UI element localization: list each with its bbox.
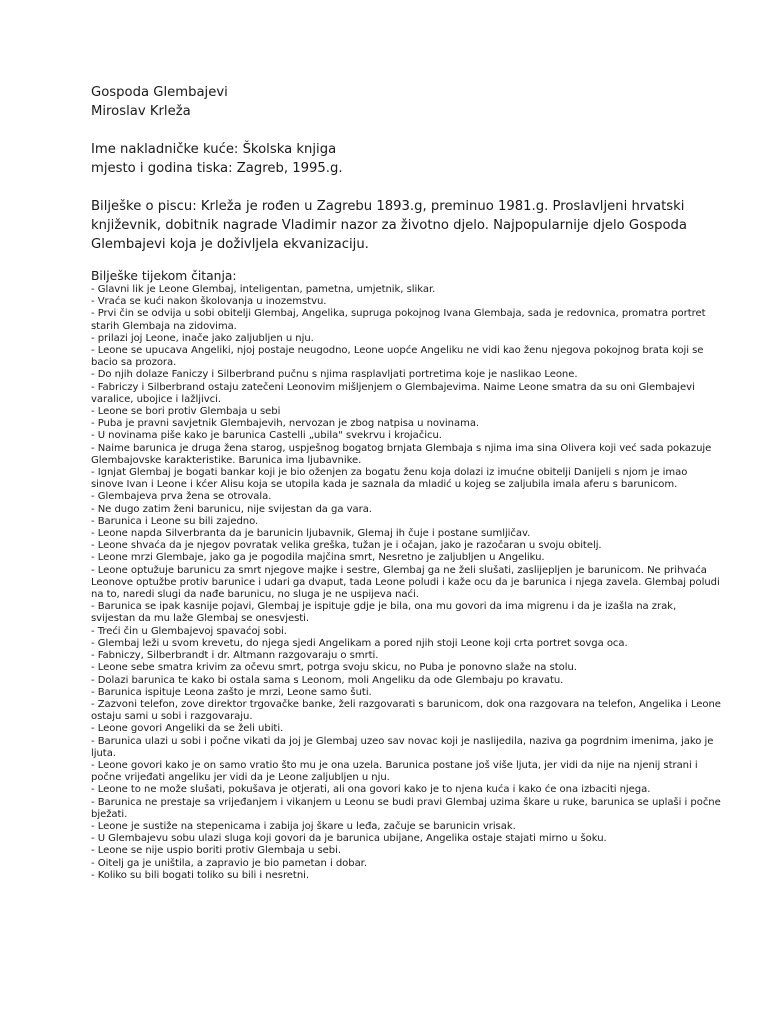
reading-note-item: - Dolazi barunica te kako bi ostala sama s Leonom, moli Angeliku da ode Glembaju po kravatu. [91, 674, 564, 686]
reading-note-item: - Treći čin u Glembajevoj spavaćoj sobi. [91, 625, 287, 637]
reading-note-item: - U novinama piše kako je barunica Castelli „ubila" svekrvu i krojačicu. [91, 430, 442, 442]
reading-note-item: - Zazvoni telefon, zove direktor trgovačke banke, želi razgovarati s barunicom, dok ona razgovara na telefon, Angelika i Leone ostaju sami u sobi i razgovaraju. [91, 698, 721, 723]
reading-note-item: - Naime barunica je druga žena starog, uspješnog bogatog brnjata Glembaja s njima ima sina Olivera koji već sada pokazuje Glembajovske karakteristike. Barunica ima ljubavnike. [91, 442, 712, 466]
reading-note-item: - Glavni lik je Leone Glembaj, inteligentan, pametna, umjetnik, slikar. [91, 284, 436, 295]
document-page [91, 83, 721, 882]
spacer [91, 254, 721, 269]
reading-note-item: - Barunica i Leone su bili zajedno. [91, 515, 259, 527]
reading-note-item: - Puba je pravni savjetnik Glembajevih, nervozan je zbog natpisa u novinama. [91, 418, 480, 430]
book-title: Gospoda Glembajevi [91, 85, 228, 100]
reading-note-item: - Ignjat Glembaj je bogati bankar koji je bio oženjen za bogatu ženu koja dolazi iz imućne obitelji Danijeli s njom je imao sinove Ivan i Leone i kćer Alisu koja se utopila kada je saznala da mladić u kojeg se zaljubila imala aferu s barunicom. [91, 467, 688, 491]
reading-note-item: - Barunica ulazi u sobi i počne vikati da joj je Glembaj uzeo sav novac koji je naslijedila, naziva ga pogrdnim imenima, jako je ljuta. [91, 735, 714, 759]
reading-note-item: - Leone je sustiže na stepenicama i zabija joj škare u leđa, začuje se barunicin vrisak. [91, 820, 516, 832]
reading-note-item: - Prvi čin se odvija u sobi obitelji Glembaj, Angelika, supruga pokojnog Ivana Glembaja, sada je redovnica, promatra portret starih Glembaja na zidovima. [91, 308, 706, 332]
reading-note-item: - Glembajeva prva žena se otrovala. [91, 491, 272, 503]
reading-note-item: - Oitelj ga je uništila, a zapravio je bio pametan i dobar. [91, 857, 367, 869]
place-year-line: mjesto i godina tiska: Zagreb, 1995.g. [91, 161, 343, 176]
reading-note-item: - Barunica ispituje Leona zašto je mrzi, Leone samo šuti. [91, 686, 372, 698]
publisher-line: Ime nakladničke kuće: Školska knjiga [91, 142, 337, 157]
reading-notes-list [91, 284, 721, 882]
reading-note-item: - Leone govori Angeliki da se želi ubiti. [91, 723, 284, 735]
reading-note-item: - Leone optužuje barunicu za smrt njegove majke i sestre, Glembaj ga ne želi slušati, zaslijepljen je barunicom. Ne prihvaća Leonove optužbe protiv barunice i udari ga dvaput, tada Leone poludi i kaže ocu da je barunica i njega zavela. Glembaj poludi na to, naredi slugi da nađe barunicu, no sluga je ne uspijeva naći. [91, 564, 720, 601]
reading-note-item: - Leone govori kako je on samo vratio što mu je ona uzela. Barunica postane još više ljuta, jer vidi da nije na njenij strani i počne vrijeđati angeliku jer vidi da je Leone zaljubljen u nju. [91, 759, 698, 784]
reading-note-item: - Fabriczy i Silberbrand ostaju zatečeni Leonovim mišljenjem o Glembajevima. Naime Leone smatra da su oni Glembajevi varalice, ubojice i lažljivci. [91, 381, 695, 405]
reading-note-item: - Fabniczy, Silberbrandt i dr. Altmann razgovaraju o smrti. [91, 650, 379, 662]
reading-note-item: - Leone se upucava Angeliki, njoj postaje neugodno, Leone uopće Angeliku ne vidi kao ženu njegova pokojnog brata koji se bacio sa prozora. [91, 345, 704, 369]
reading-note-item: - Leone shvaća da je njegov povratak velika greška, tužan je i očajan, jako je razočaran u svoju obitelj. [91, 540, 602, 552]
reading-note-item: - Koliko su bili bogati toliko su bili i nesretni. [91, 869, 310, 881]
reading-note-item: - Leone se bori protiv Glembaja u sebi [91, 406, 281, 418]
reading-note-item: - Barunica se ipak kasnije pojavi, Glembaj je ispituje gdje je bila, ona mu govori da ima migrenu i da je izašla na zrak, svijestan da mu laže Glembaj se onesvjesti. [91, 601, 677, 625]
reading-note-item: - prilazi joj Leone, inače jako zaljubljen u nju. [91, 332, 314, 344]
reading-note-item: - Leone mrzi Glembaje, jako ga je pogodila majčina smrt, Nesretno je zaljubljen u Angeliku. [91, 552, 545, 564]
reading-note-item: - Glembaj leži u svom krevetu, do njega sjedi Angelikam a pored njih stoji Leone koji crta portret sovga oca. [91, 637, 628, 649]
spacer [91, 121, 721, 140]
reading-note-item: - Leone sebe smatra krivim za očevu smrt, potrga svoju skicu, no Puba je ponovno slaže na stolu. [91, 662, 577, 674]
reading-note-item: - Vraća se kući nakon školovanja u inozemstvu. [91, 296, 327, 308]
reading-note-item: - Ne dugo zatim ženi barunicu, nije svijestan da ga vara. [91, 503, 372, 515]
reading-notes-title: Bilješke tijekom čitanja: [91, 269, 237, 283]
book-author: Miroslav Krleža [91, 104, 191, 119]
reading-note-item: - Do njih dolaze Faniczy i Silberbrand pučnu s njima rasplavljati portretima koje je naslikao Leone. [91, 369, 578, 381]
reading-note-item: - Leone napda Silverbranta da je barunicin ljubavnik, Glemaj ih čuje i postane sumljičav. [91, 528, 531, 540]
reading-note-item: - Barunica ne prestaje sa vrijeđanjem i vikanjem u Leonu se budi pravi Glembaj uzima škare u ruke, barunica se uplaši i počne bježati. [91, 796, 721, 820]
reading-note-item: - U Glembajevu sobu ulazi sluga koji govori da je barunica ubijane, Angelika ostaje stajati mirno u šoku. [91, 833, 607, 845]
spacer [91, 178, 721, 197]
reading-note-item: - Leone se nije uspio boriti protiv Glembaja u sebi. [91, 845, 341, 857]
author-notes: Bilješke o piscu: Krleža je rođen u Zagrebu 1893.g, preminuo 1981.g. Proslavljeni hrvatski književnik, dobitnik nagrade Vladimir nazor za životno djelo. Najpopularnije djelo Gospoda Glembajevi koja je doživljela ekvanizaciju. [91, 199, 687, 252]
reading-note-item: - Leone to ne može slušati, pokušava je otjerati, ali ona govori kako je to njena kuća i kako će ona izbaciti njega. [91, 784, 651, 796]
